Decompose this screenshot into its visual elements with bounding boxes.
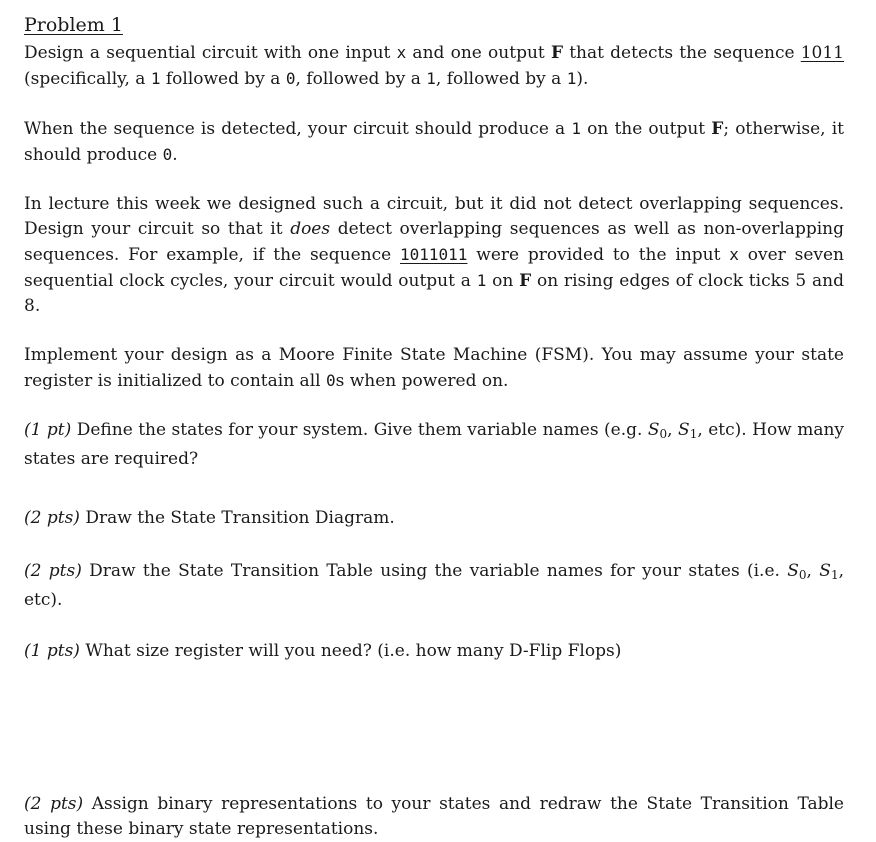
separator: ,: [667, 420, 679, 440]
state-subscript: 1: [830, 568, 839, 582]
output-variable: F: [519, 271, 532, 291]
digit: 1: [476, 271, 487, 290]
digit: 0: [162, 145, 173, 164]
question-1: [24, 418, 844, 472]
intro-text-7: , followed by a: [435, 69, 567, 89]
intro-text-3: that detects the sequence: [563, 43, 801, 63]
state-symbol: S: [787, 561, 799, 581]
question-3: [24, 559, 844, 613]
detect-text-3: ; otherwise, it should produce: [24, 119, 844, 165]
overlap-text-1: In lecture this week we designed such a circuit, but it did not detect overlapping sequences. Design your circuit so that it: [24, 194, 844, 239]
intro-text-6: , followed by a: [295, 69, 427, 89]
state-symbol: S: [819, 561, 831, 581]
state-subscript: 0: [659, 427, 668, 441]
digit: 1: [566, 69, 577, 88]
state-subscript: 1: [689, 427, 698, 441]
question-points: (2 pts): [24, 508, 80, 528]
question-text: What size register will you need? (i.e. how many D-Flip Flops): [79, 641, 622, 661]
separator: ,: [806, 561, 820, 581]
detect-paragraph: [24, 116, 844, 168]
question-points: (2 pts): [24, 561, 82, 581]
overlap-text-5: on: [486, 271, 520, 291]
digit: 1: [426, 69, 436, 88]
target-sequence: 1011: [800, 43, 844, 63]
intro-text-5: followed by a: [160, 69, 286, 89]
moore-paragraph: [24, 343, 844, 394]
input-variable: x: [396, 43, 407, 62]
input-variable: x: [729, 245, 739, 264]
intro-text-4: (specifically, a: [24, 69, 151, 89]
detect-text-1: When the sequence is detected, your circuit should produce a: [24, 119, 572, 139]
overlap-text-4: over seven sequential clock cycles, your circuit would output a: [24, 245, 845, 291]
overlap-text-2: detect overlapping sequences as well as non-overlapping sequences. For example, if the sequence: [24, 219, 844, 265]
digit: 1: [150, 69, 161, 88]
question-points: (1 pt): [24, 420, 72, 440]
intro-text-2: and one output: [406, 43, 551, 63]
intro-paragraph: [24, 40, 844, 92]
digit: 0: [325, 371, 336, 390]
question-2: [24, 506, 844, 531]
question-points: (2 pts): [24, 794, 84, 814]
question-text: Draw the State Transition Table using the variable names for your states (i.e.: [81, 561, 788, 581]
intro-text-1: Design a sequential circuit with one input: [24, 43, 397, 63]
question-text: , etc).: [24, 561, 844, 610]
question-text: Draw the State Transition Diagram.: [79, 508, 395, 528]
problem-title: Problem 1: [24, 14, 123, 36]
question-text: Assign binary representations to your states and redraw the State Transition Table using these binary state representations.: [24, 794, 844, 839]
detect-text-2: on the output: [580, 119, 712, 139]
intro-text-8: ).: [576, 69, 589, 89]
question-text: , etc). How many states are required?: [24, 420, 845, 469]
digit: 0: [285, 69, 296, 88]
question-text: Define the states for your system. Give them variable names (e.g.: [71, 420, 648, 440]
digit: 1: [571, 119, 581, 138]
question-5: [24, 792, 844, 842]
emphasis-does: does: [290, 219, 331, 239]
overlap-text-6: on rising edges of clock ticks 5 and 8.: [24, 271, 844, 316]
output-variable: F: [550, 43, 564, 63]
moore-text-2: s when powered on.: [335, 371, 509, 391]
output-variable: F: [711, 119, 724, 139]
overlap-paragraph: [24, 192, 844, 319]
document-page: [24, 12, 844, 842]
overlap-text-3: were provided to the input: [467, 245, 730, 265]
question-4: [24, 639, 844, 664]
detect-text-4: .: [172, 145, 178, 165]
state-symbol: S: [647, 420, 660, 440]
moore-text-1: Implement your design as a Moore Finite State Machine (FSM). You may assume your state register is initialized to contain all: [24, 345, 844, 391]
example-sequence: 1011011: [400, 245, 468, 264]
question-points: (1 pts): [24, 641, 80, 661]
state-subscript: 0: [798, 568, 807, 582]
state-symbol: S: [678, 420, 690, 440]
